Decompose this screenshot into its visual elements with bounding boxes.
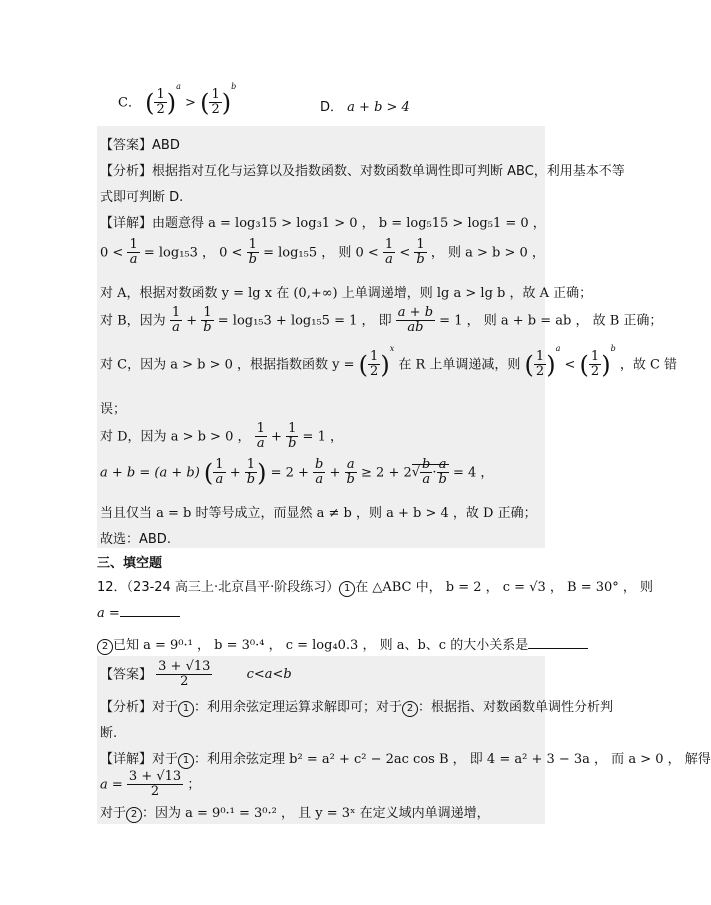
q12-stem-line1: 12．（23-24 高三上·北京昌平·阶段练习） 1 在 △ABC 中， b = 2 ， c = √3 ， B = 30° ， 则 <box>97 580 654 595</box>
q11-detail-line3: 对 A，根据对数函数 y = lg x 在 (0,+∞) 上单调递增，则 lg a > lg b ，故 A 正确； <box>100 286 593 301</box>
q11-detail-line4: 对 B，因为 $\frac{1}{a}$ + $\frac{1}{b}$ = log₁₅3 + log₁₅5 = 1 ， 即 $\frac{a + b}{ab}$ = 1 ， 则 a + b = ab ， 故 B 正确； <box>100 305 663 336</box>
q12-detail-line3: 对于 2 ：因为 a = 9⁰·¹ = 3⁰·² ， 且 y = 3ˣ 在定义域内单调递增， <box>100 806 490 821</box>
option-d-expr: a + b > 4 <box>347 100 410 115</box>
q11-detail-line2: 0 < $\frac{1}{a}$ = log₁₅3 ， 0 < $\frac{1}{b}$ = log₁₅5 ， 则 0 < $\frac{1}{a}$ < $\frac{1}{b}$ ， 则 a > b > 0 ， <box>100 237 545 268</box>
section-title: 三、填空题 <box>97 556 163 571</box>
q11-detail-line6: 误； <box>100 402 127 417</box>
q11-conclusion: 故选：ABD. <box>100 532 171 547</box>
q12-detail-line2: a = $\frac{3 + √13}{2}$ ； <box>100 769 201 800</box>
q12-stem-line2: a = <box>97 604 180 621</box>
q12-analysis-line2: 断. <box>100 726 118 741</box>
option-d-label: D． <box>320 100 344 115</box>
q12-detail-line1: 【详解】对于 1 ：利用余弦定理 b² = a² + c² − 2ac cos B ， 即 4 = a² + 3 − 3a ， 而 a > 0 ， 解得 <box>100 752 711 767</box>
q12-analysis-line1: 【分析】对于 1 ：利用余弦定理运算求解即可；对于 2 ：根据指、对数函数单调性分析判 <box>100 700 614 715</box>
q11-analysis-line2: 式即可判断 D. <box>100 190 184 205</box>
answer-blank-2[interactable] <box>528 636 588 649</box>
option-c: C． ( $\frac{1}{2}$ )$^a$ > ( $\frac{1}{2}$ )$^b$ <box>118 82 237 118</box>
q11-detail-line7: 对 D，因为 a > b > 0 ， $\frac{1}{a}$ + $\frac{1}{b}$ = 1 ， <box>100 421 343 452</box>
option-d <box>320 96 410 115</box>
q11-detail-line5: 对 C，因为 a > b > 0 ，根据指数函数 y = ( $\frac{1}{2}$ )$^x$ 在 R 上单调递减，则 ( $\frac{1}{2}$ )$^a$ < ( $\frac{1}{2}$ )$^b$ ，故 C 错 <box>100 344 678 380</box>
q11-detail-line9: 当且仅当 a = b 时等号成立，而显然 a ≠ b ，则 a + b > 4 ，故 D 正确； <box>100 506 537 521</box>
option-c-label: C． <box>118 95 141 111</box>
q11-detail-line8: a + b = (a + b) ( $\frac{1}{a}$ + $\frac{1}{b}$ ) = 2 + $\frac{b}{a}$ + $\frac{a}{b}$ ≥ 2 + 2√ $\frac{b}{a}$ · $\frac{a}{b}$ = 4 ， <box>100 457 494 488</box>
q11-detail-line1: 【详解】由题意得 a = log₃15 > log₃1 > 0 ， b = log₅15 > log₅1 = 0 ， <box>100 216 546 231</box>
q12-answer: 【答案】 $\frac{3 + √13}{2}$ c<a<b <box>100 659 292 690</box>
q11-answer: 【答案】ABD <box>100 138 180 153</box>
q11-analysis-line1: 【分析】根据指对互化与运算以及指数函数、对数函数单调性即可判断 ABC，利用基本不等 <box>100 164 625 179</box>
answer-blank-1[interactable] <box>120 604 180 617</box>
q12-stem-line3: 2 已知 a = 9⁰·¹ ， b = 3⁰·⁴ ， c = log₄0.3 ， 则 a、b、c 的大小关系是 <box>97 634 588 655</box>
